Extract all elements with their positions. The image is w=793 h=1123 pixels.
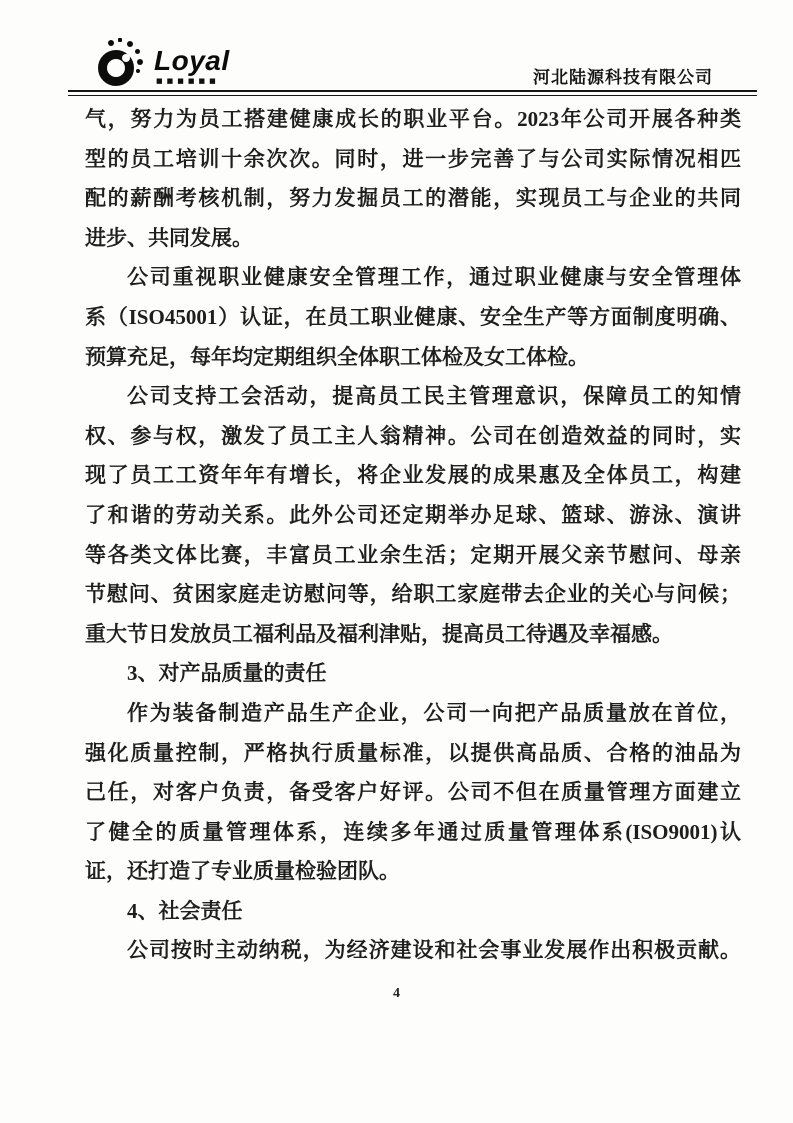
- body-text: [85, 100, 741, 971]
- logo-dot-icon: [135, 49, 140, 54]
- logo-ring-hole-icon: [122, 54, 130, 62]
- logo-dot-icon: [127, 41, 133, 47]
- text-line: 权、参与权，激发了员工主人翁精神。公司在创造效益的同时，实: [85, 423, 741, 448]
- text-line: 气，努力为员工搭建健康成长的职业平台。2023年公司开展各种类: [85, 107, 741, 131]
- text-line: 现了员工工资年年有增长，将企业发展的成果惠及全体员工，构建: [85, 463, 741, 488]
- logo-mark-icon: [98, 38, 148, 90]
- text-line: 公司重视职业健康安全管理工作，通过职业健康与安全管理体: [127, 265, 741, 290]
- logo-dot-icon: [108, 40, 114, 46]
- text-line: 证，还打造了专业质量检验团队。: [85, 859, 400, 884]
- text-line: 型的员工培训十余次次。同时，进一步完善了与公司实际情况相匹: [85, 146, 741, 171]
- header-divider: [68, 90, 757, 96]
- text-line: 3、对产品质量的责任: [127, 661, 327, 686]
- logo-dot-icon: [137, 59, 143, 65]
- company-name: 河北陆源科技有限公司: [533, 68, 713, 87]
- text-line: 己任，对客户负责，备受客户好评。公司不但在质量管理方面建立: [85, 780, 741, 805]
- text-line: 重大节日发放员工福利品及福利津贴，提高员工待遇及幸福感。: [85, 621, 673, 646]
- text-line: 作为装备制造产品生产企业，公司一向把产品质量放在首位，: [127, 700, 741, 725]
- logo-text-column: [154, 46, 230, 86]
- logo-wordmark: Loyal: [154, 45, 230, 76]
- text-line: 系（ISO45001）认证，在员工职业健康、安全生产等方面制度明确、: [85, 304, 741, 329]
- text-line: 公司支持工会活动，提高员工民主管理意识，保障员工的知情: [127, 384, 741, 409]
- page-number: 4: [393, 986, 400, 1001]
- text-line: 强化质量控制，严格执行质量标准，以提供高品质、合格的油品为: [85, 740, 741, 765]
- logo-dot-icon: [118, 38, 122, 42]
- text-line: 公司按时主动纳税，为经济建设和社会事业发展作出积极贡献。: [127, 938, 741, 963]
- company-logo: [98, 38, 230, 90]
- logo-dot-icon: [136, 69, 140, 73]
- text-line: 了和谐的劳动关系。此外公司还定期举办足球、篮球、游泳、演讲: [85, 502, 741, 527]
- logo-subtext: ■■■■■■: [156, 77, 220, 85]
- text-line: 等各类文体比赛，丰富员工业余生活；定期开展父亲节慰问、母亲: [85, 542, 741, 567]
- text-line: 了健全的质量管理体系，连续多年通过质量管理体系(ISO9001)认: [85, 819, 741, 844]
- text-line: 节慰问、贫困家庭走访慰问等，给职工家庭带去企业的关心与问候；: [85, 582, 741, 607]
- text-line: 4、社会责任: [127, 898, 243, 923]
- text-line: 预算充足，每年均定期组织全体职工体检及女工体检。: [85, 344, 589, 369]
- text-line: 配的薪酬考核机制，努力发掘员工的潜能，实现员工与企业的共同: [85, 186, 741, 211]
- text-line: 进步、共同发展。: [85, 225, 253, 250]
